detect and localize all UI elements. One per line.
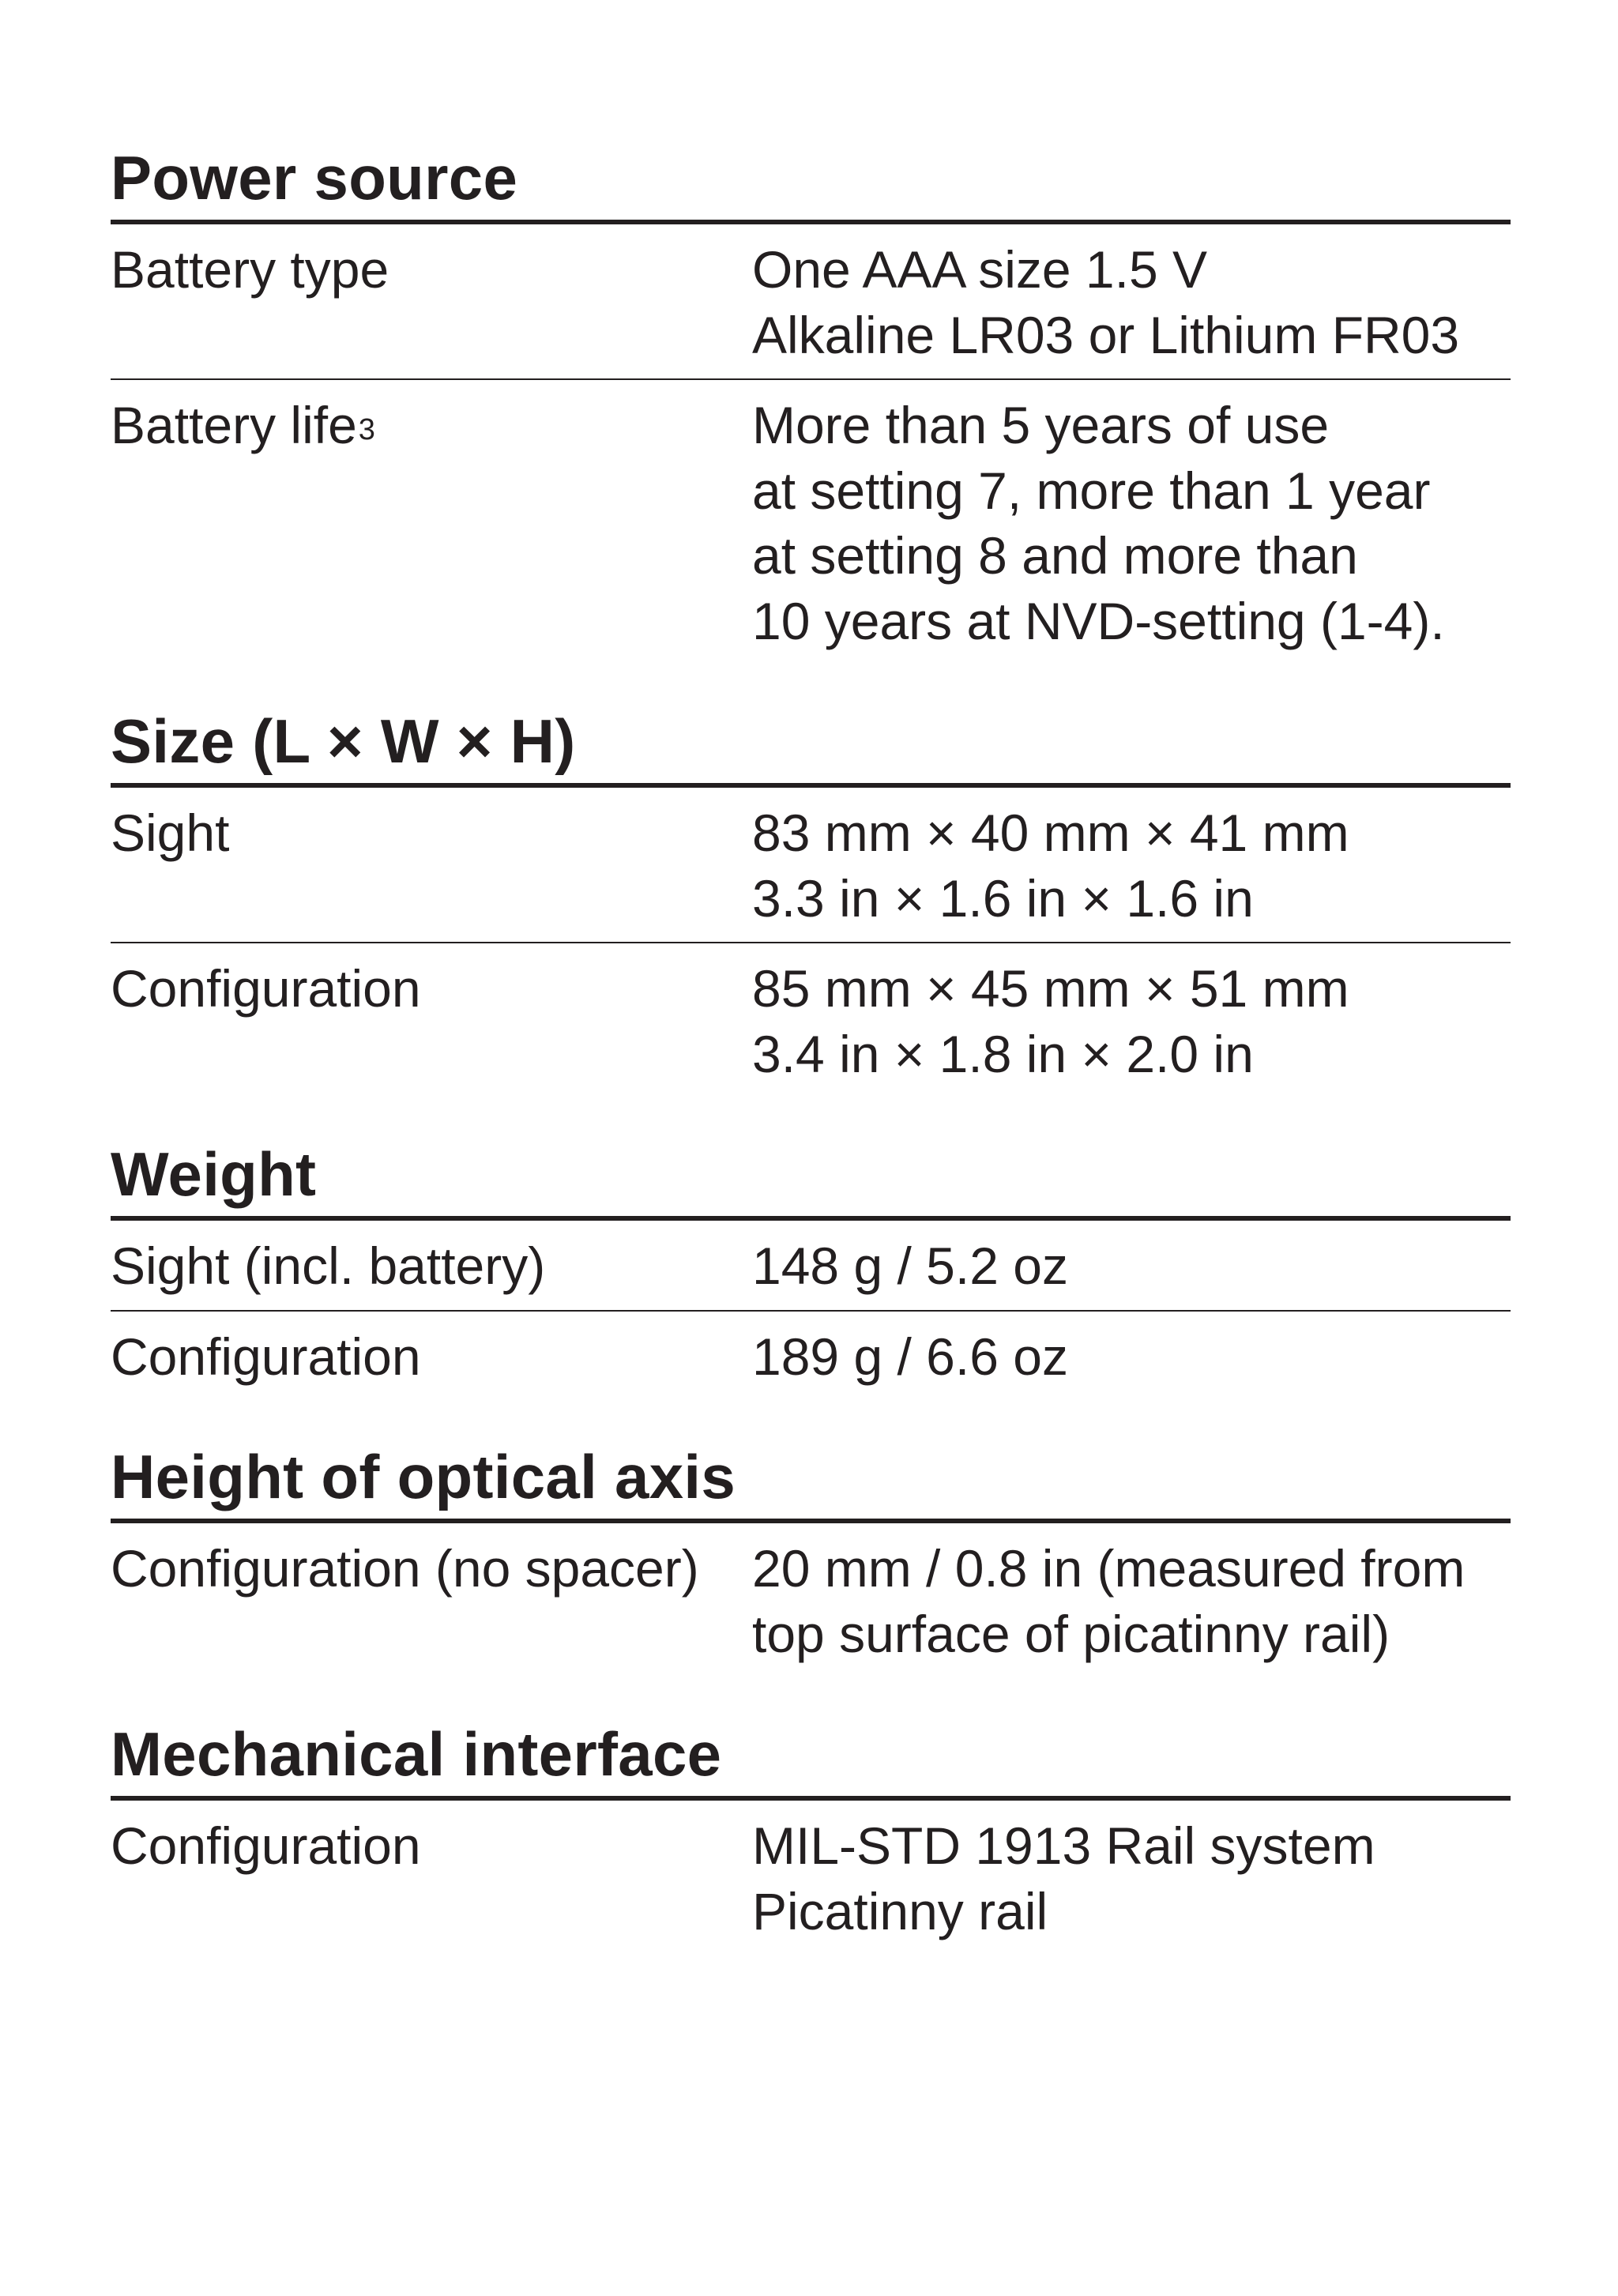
spec-row-weight-configuration [111, 1312, 1511, 1401]
section-weight [111, 1139, 1511, 1400]
spec-value: 85 mm × 45 mm × 51 mm 3.4 in × 1.8 in × 2.0 in [752, 959, 1349, 1083]
spec-value: 189 g / 6.6 oz [752, 1327, 1068, 1386]
spec-row-battery-type [111, 224, 1511, 380]
section-spacer [111, 1097, 1511, 1139]
spec-label: Sight [111, 804, 230, 862]
spec-label-wrap [111, 393, 752, 458]
section-title: Power source [111, 142, 1511, 224]
spec-row-mechanical-configuration [111, 1801, 1511, 1955]
section-spacer [111, 1400, 1511, 1441]
spec-label: Configuration [111, 1816, 421, 1875]
spec-label: Configuration [111, 1327, 421, 1386]
spec-sheet [111, 142, 1511, 1955]
section-title: Height of optical axis [111, 1441, 1511, 1523]
spec-label: Configuration (no spacer) [111, 1539, 699, 1598]
spec-row-size-configuration [111, 943, 1511, 1097]
section-mechanical-interface [111, 1718, 1511, 1955]
spec-label: Configuration [111, 959, 421, 1018]
spec-row-battery-life [111, 380, 1511, 664]
footnote-marker: 3 [358, 413, 375, 446]
spec-label: Sight (incl. battery) [111, 1236, 546, 1295]
spec-value: 148 g / 5.2 oz [752, 1236, 1068, 1295]
spec-row-size-sight [111, 788, 1511, 943]
section-power-source [111, 142, 1511, 664]
spec-value: 83 mm × 40 mm × 41 mm 3.3 in × 1.6 in × 1.6 in [752, 804, 1349, 928]
section-optical-axis [111, 1441, 1511, 1677]
section-title: Size (L × W × H) [111, 706, 1511, 788]
spec-row-weight-sight [111, 1221, 1511, 1312]
section-spacer [111, 1677, 1511, 1718]
spec-value: One AAA size 1.5 V Alkaline LR03 or Lithium FR03 [752, 240, 1460, 364]
spec-label: Battery life [111, 396, 357, 454]
section-title: Weight [111, 1139, 1511, 1221]
section-size [111, 706, 1511, 1097]
section-spacer [111, 664, 1511, 706]
spec-row-optical-axis-configuration [111, 1523, 1511, 1677]
spec-value: More than 5 years of use at setting 7, more than 1 year at setting 8 and more than 10 years at NVD-setting (1-4). [752, 396, 1445, 650]
section-title: Mechanical interface [111, 1718, 1511, 1801]
spec-label: Battery type [111, 240, 389, 299]
spec-value: 20 mm / 0.8 in (measured from top surface of picatinny rail) [752, 1539, 1466, 1663]
spec-value: MIL-STD 1913 Rail system Picatinny rail [752, 1816, 1375, 1940]
